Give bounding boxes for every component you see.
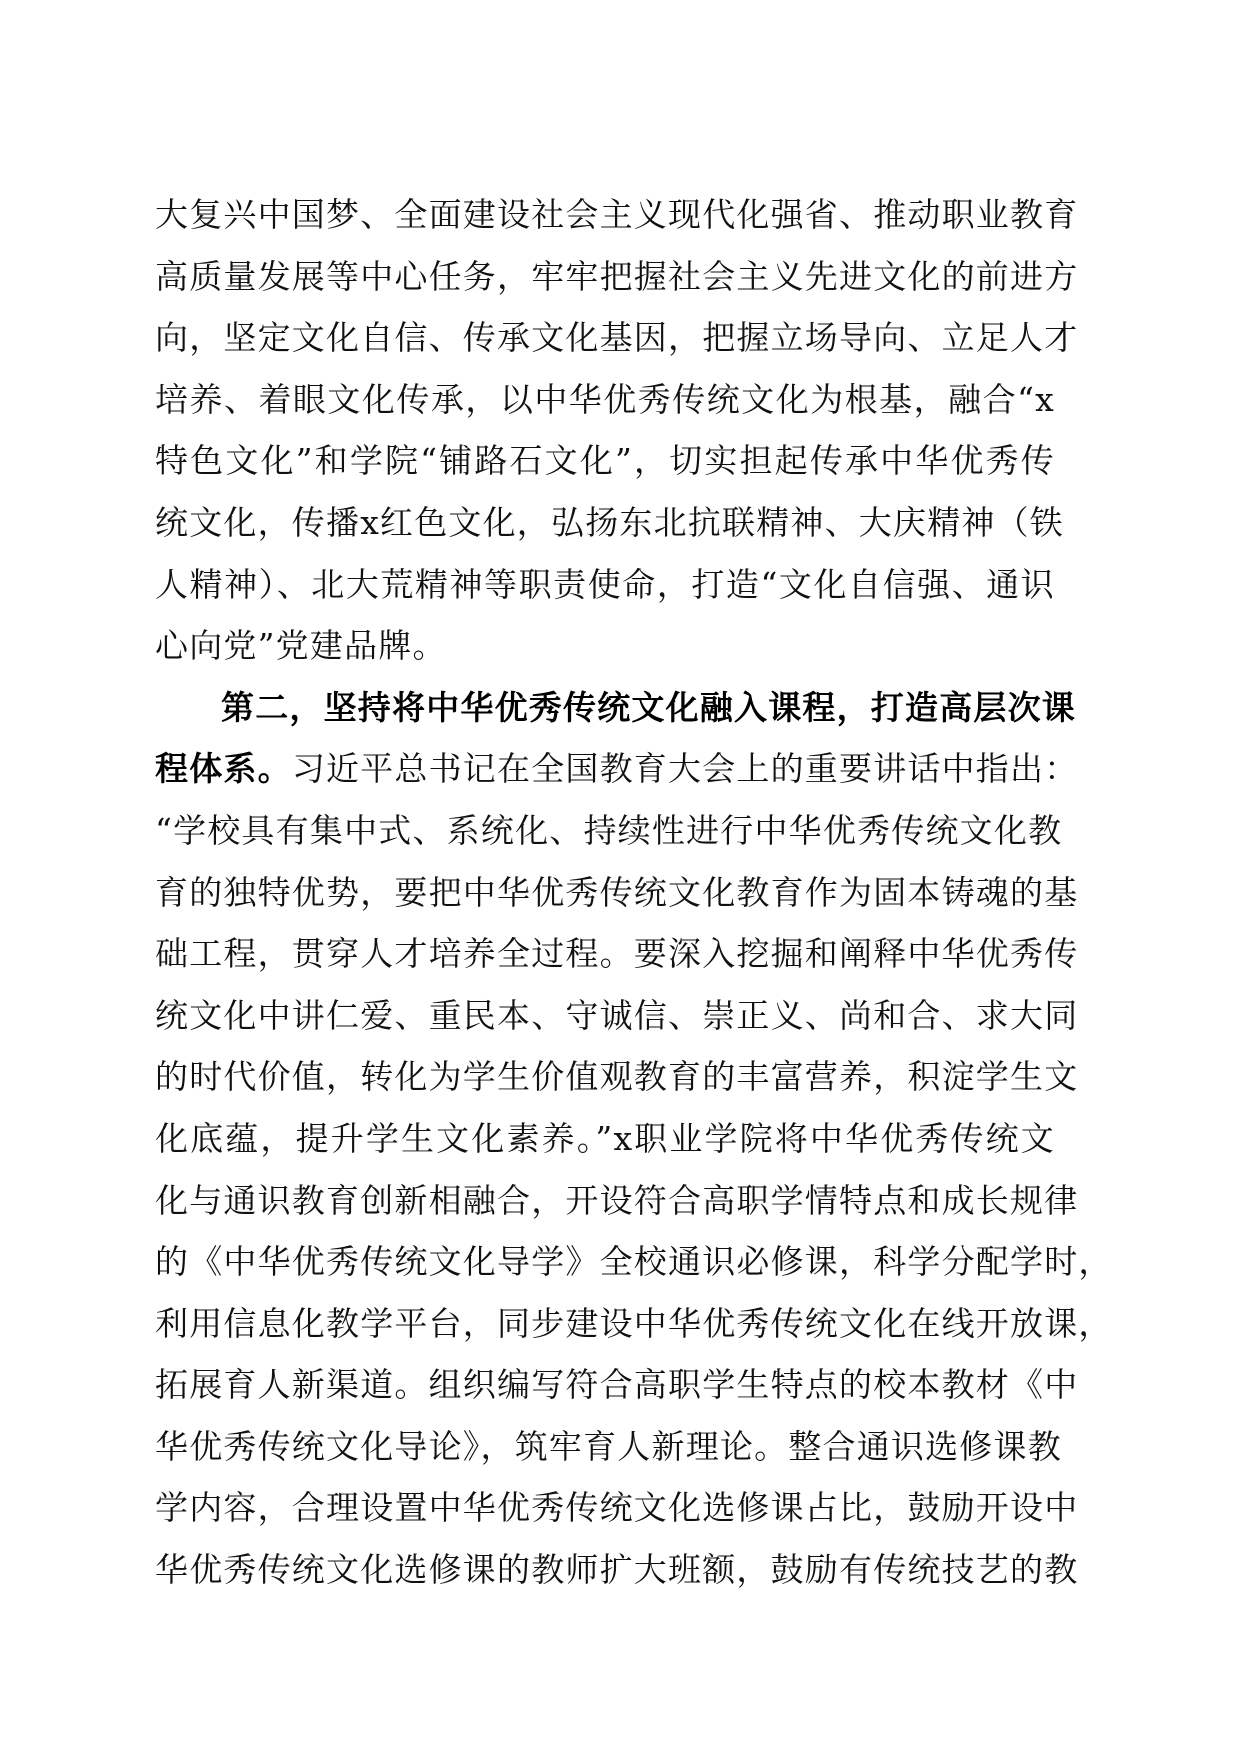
text-line: 高质量发展等中心任务，牢牢把握社会主义先进文化的前进方 [155, 256, 1079, 296]
heading-continuation-line [155, 738, 1079, 800]
text-line: 大复兴中国梦、全面建设社会主义现代化强省、推动职业教育 [155, 195, 1079, 234]
section-heading: 第二，坚持将中华优秀传统文化融入课程，打造高层次课 [221, 687, 1076, 727]
text-line: 的《中华优秀传统文化导学》全校通识必修课，科学分配学时， [155, 1242, 1113, 1282]
text-line: 础工程，贯穿人才培养全过程。要深入挖掘和阐释中华优秀传 [155, 934, 1079, 974]
text-line: 统文化中讲仁爱、重民本、守诚信、崇正义、尚和合、求大同 [155, 995, 1079, 1035]
text-line: 的时代价值，转化为学生价值观教育的丰富营养，积淀学生文 [155, 1057, 1079, 1097]
text-segment: 习近平总书记在全国教育大会上的重要讲话中指出： [291, 749, 1079, 789]
text-line: 化与通识教育创新相融合，开设符合高职学情特点和成长规律 [155, 1180, 1079, 1220]
text-line: 学内容，合理设置中华优秀传统文化选修课占比，鼓励开设中 [155, 1488, 1079, 1528]
text-line: 华优秀传统文化选修课的教师扩大班额，鼓励有传统技艺的教 [155, 1550, 1079, 1590]
text-line: 利用信息化教学平台，同步建设中华优秀传统文化在线开放课， [155, 1303, 1113, 1343]
text-line: 统文化，传播x红色文化，弘扬东北抗联精神、大庆精神（铁 [155, 502, 1065, 542]
section-heading-end: 程体系。 [155, 749, 292, 789]
text-line: 人精神）、北大荒精神等职责使命，打造“文化自信强、通识 [155, 564, 1055, 604]
text-line: 向，坚定文化自信、传承文化基因，把握立场导向、立足人才 [155, 318, 1079, 358]
paragraph-2 [155, 677, 1113, 1601]
text-line: 华优秀传统文化导论》，筑牢育人新理论。整合通识选修课教 [155, 1426, 1062, 1466]
text-line: 特色文化”和学院“铺路石文化”，切实担起传承中华优秀传 [155, 441, 1055, 481]
text-line: 拓展育人新渠道。组织编写符合高职学生特点的校本教材《中 [155, 1365, 1079, 1405]
paragraph-1 [155, 184, 1079, 677]
text-line: 育的独特优势，要把中华优秀传统文化教育作为固本铸魂的基 [155, 872, 1079, 912]
text-line: 心向党”党建品牌。 [155, 626, 447, 666]
document-body [155, 184, 1113, 1601]
text-line: 化底蕴，提升学生文化素养。”x职业学院将中华优秀传统文 [155, 1118, 1055, 1158]
text-line: “学校具有集中式、系统化、持续性进行中华优秀传统文化教 [155, 810, 1063, 850]
text-line: 培养、着眼文化传承，以中华优秀传统文化为根基，融合“x [155, 379, 1055, 419]
